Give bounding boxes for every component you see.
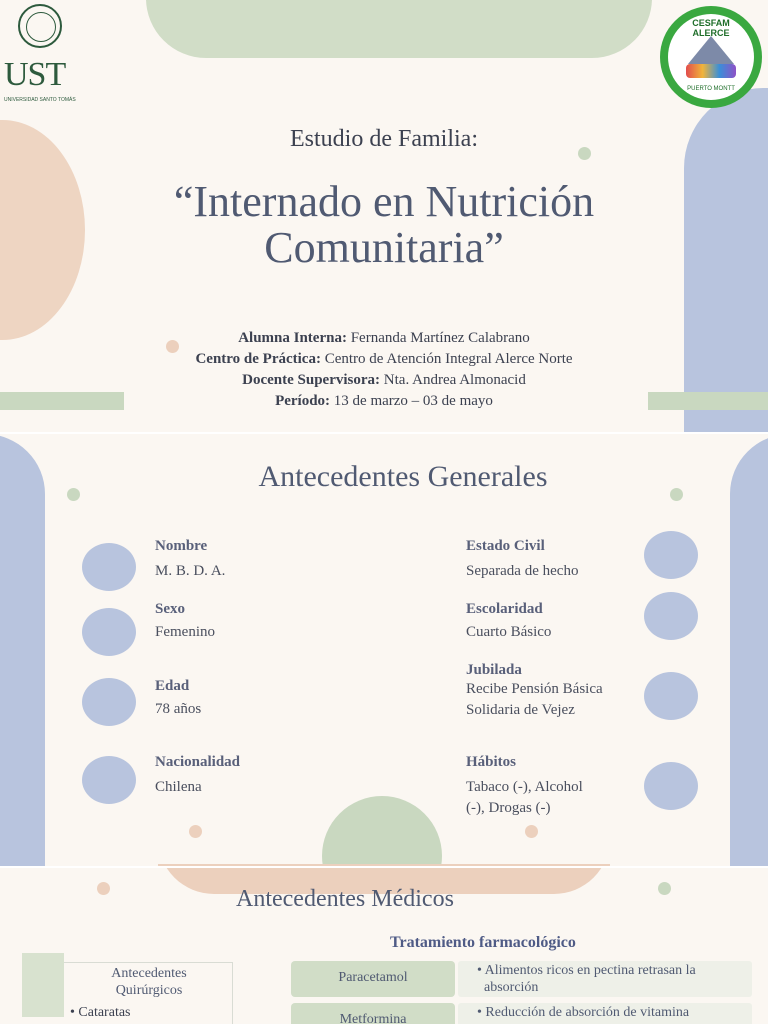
- field-sexo: [155, 601, 215, 643]
- bullet-circle: [644, 531, 698, 579]
- drug-note: • Reducción de absorción de vitamina: [477, 1005, 690, 1020]
- surgical-accent: [22, 953, 64, 1017]
- field-value-line: Tabaco (-), Alcohol: [466, 779, 583, 795]
- cesfam-logo-text: CESFAM ALERCE: [692, 18, 730, 38]
- cover-info-block: [0, 328, 768, 412]
- field-value-line: Recibe Pensión Básica: [466, 681, 603, 697]
- peach-dot: [189, 825, 202, 838]
- medical-slide: [0, 868, 768, 1024]
- peach-dot: [97, 882, 110, 895]
- ust-logo-text: UST: [4, 56, 66, 93]
- field-label: Nombre: [155, 538, 208, 554]
- cover-title-line1: “Internado en Nutrición: [173, 177, 595, 226]
- field-label: Jubilada: [466, 662, 522, 678]
- field-label: Estado Civil: [466, 538, 545, 554]
- field-label: Edad: [155, 678, 190, 694]
- medical-title: Antecedentes Médicos: [236, 886, 454, 912]
- bullet-circle: [644, 592, 698, 640]
- ust-logo-subtext: UNIVERSIDAD SANTO TOMÁS: [4, 97, 76, 103]
- top-sage-shape: [146, 0, 652, 58]
- field-edad: [155, 678, 201, 720]
- right-blue-arch: [730, 434, 768, 866]
- surgical-label-line: Antecedentes: [111, 966, 187, 981]
- drug-name: Paracetamol: [338, 970, 408, 985]
- bullet-circle: [644, 672, 698, 720]
- field-value: Cuarto Básico: [466, 624, 552, 640]
- peach-dot: [525, 825, 538, 838]
- cesfam-logo-subtext: PUERTO MONTT: [687, 86, 735, 92]
- bullet-circle: [82, 543, 136, 591]
- field-value: Chilena: [155, 779, 202, 795]
- bullet-circle: [82, 756, 136, 804]
- cover-title-line2: Comunitaria”: [264, 223, 504, 272]
- info-row-supervisor: [0, 370, 768, 391]
- info-row-period: [0, 391, 768, 412]
- info-value: 13 de marzo – 03 de mayo: [333, 393, 493, 409]
- field-nombre: [155, 538, 225, 582]
- sage-dot: [658, 882, 671, 895]
- field-value: M. B. D. A.: [155, 563, 226, 579]
- field-value: Separada de hecho: [466, 563, 579, 579]
- drug-note-text: Alimentos ricos en pectina retrasan la: [484, 963, 696, 978]
- field-label: Nacionalidad: [155, 754, 241, 770]
- info-value: Centro de Atención Integral Alerce Norte: [324, 351, 573, 367]
- field-label: Sexo: [155, 601, 185, 617]
- field-value: Femenino: [155, 624, 215, 640]
- field-label: Escolaridad: [466, 601, 543, 617]
- field-value: 78 años: [155, 701, 202, 717]
- info-row-student: [0, 328, 768, 349]
- info-value: Fernanda Martínez Calabrano: [350, 330, 530, 346]
- drug-name: Metformina: [339, 1012, 407, 1024]
- ust-logo: [4, 4, 80, 104]
- left-blue-arch: [0, 434, 45, 866]
- field-label: Hábitos: [466, 754, 517, 770]
- bullet-circle: [82, 608, 136, 656]
- field-value-line: (-), Drogas (-): [466, 800, 551, 816]
- info-label: Centro de Práctica:: [195, 351, 321, 367]
- surgical-item: • Cataratas: [70, 1005, 131, 1020]
- info-row-center: [0, 349, 768, 370]
- cover-slide: [0, 0, 768, 432]
- field-habitos: [466, 754, 583, 819]
- ust-seal-icon: [18, 4, 62, 48]
- cesfam-logo: [660, 6, 762, 108]
- info-label: Docente Supervisora:: [242, 372, 381, 388]
- info-value: Nta. Andrea Almonacid: [383, 372, 526, 388]
- info-label: Período:: [275, 393, 331, 409]
- surgical-item-text: Cataratas: [78, 1005, 131, 1020]
- bullet-circle: [644, 762, 698, 810]
- drug-note-text: absorción: [484, 980, 539, 995]
- bottom-sage-circle: [322, 796, 442, 866]
- field-value-line: Solidaria de Vejez: [466, 702, 575, 718]
- surgical-label-line: Quirúrgicos: [115, 983, 183, 998]
- cesfam-mountain-icon: [688, 36, 734, 64]
- bullet-circle: [82, 678, 136, 726]
- field-estado-civil: [466, 538, 578, 582]
- field-jubilada: [466, 662, 603, 721]
- drug-note-text: Reducción de absorción de vitamina: [485, 1005, 690, 1020]
- treatment-title: Tratamiento farmacológico: [390, 934, 576, 951]
- field-escolaridad: [466, 601, 551, 643]
- drug-note: • Alimentos ricos en pectina retrasan la absorción: [477, 963, 696, 995]
- cover-subtitle: Estudio de Familia:: [290, 126, 478, 152]
- field-nacionalidad: [155, 754, 240, 798]
- info-label: Alumna Interna:: [238, 330, 347, 346]
- general-title: Antecedentes Generales: [258, 460, 548, 493]
- general-slide: [0, 434, 768, 866]
